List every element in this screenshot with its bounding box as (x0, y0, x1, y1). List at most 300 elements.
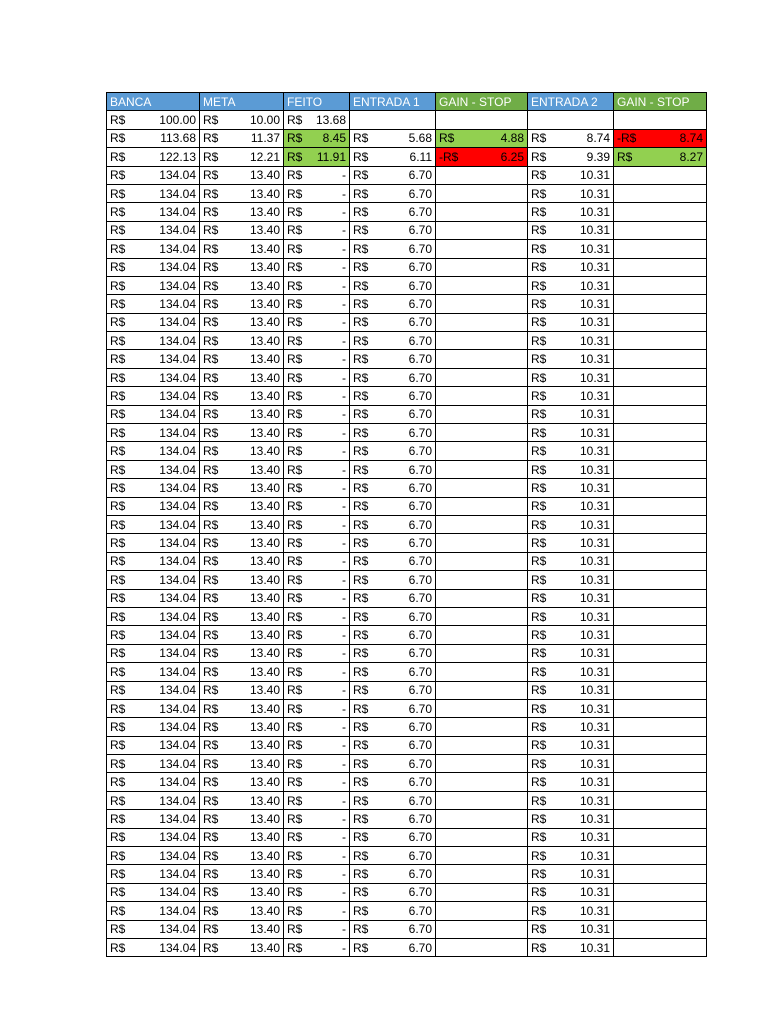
table-cell[interactable] (614, 460, 707, 478)
table-cell[interactable] (107, 240, 200, 258)
table-cell[interactable] (436, 350, 528, 368)
column-header[interactable]: FEITO (284, 93, 350, 111)
table-cell[interactable] (284, 111, 350, 129)
table-cell[interactable] (528, 497, 614, 515)
table-cell[interactable] (614, 552, 707, 570)
table-cell[interactable] (284, 810, 350, 828)
table-cell[interactable] (284, 332, 350, 350)
table-cell[interactable] (200, 718, 284, 736)
table-cell[interactable] (200, 184, 284, 202)
table-cell[interactable] (284, 203, 350, 221)
table-cell[interactable] (107, 350, 200, 368)
table-cell[interactable] (284, 828, 350, 846)
table-cell[interactable] (200, 663, 284, 681)
table-cell[interactable] (107, 332, 200, 350)
table-cell[interactable] (107, 902, 200, 920)
table-cell[interactable] (436, 424, 528, 442)
table-cell[interactable] (350, 810, 436, 828)
table-cell[interactable] (436, 828, 528, 846)
table-cell[interactable] (436, 313, 528, 331)
table-cell[interactable] (528, 828, 614, 846)
table-cell[interactable] (614, 663, 707, 681)
table-cell[interactable] (436, 148, 528, 166)
table-cell[interactable] (107, 313, 200, 331)
table-cell[interactable] (284, 773, 350, 791)
table-cell[interactable] (528, 810, 614, 828)
table-cell[interactable] (528, 681, 614, 699)
table-cell[interactable] (350, 552, 436, 570)
table-cell[interactable] (284, 166, 350, 184)
table-cell[interactable] (107, 681, 200, 699)
table-cell[interactable] (528, 350, 614, 368)
table-cell[interactable] (436, 460, 528, 478)
table-cell[interactable] (200, 810, 284, 828)
table-cell[interactable] (436, 718, 528, 736)
table-cell[interactable] (614, 295, 707, 313)
table-cell[interactable] (436, 810, 528, 828)
table-cell[interactable] (284, 387, 350, 405)
table-cell[interactable] (528, 883, 614, 901)
table-cell[interactable] (436, 552, 528, 570)
table-cell[interactable] (284, 368, 350, 386)
table-cell[interactable] (350, 534, 436, 552)
table-cell[interactable] (350, 773, 436, 791)
table-cell[interactable] (614, 626, 707, 644)
table-cell[interactable] (200, 644, 284, 662)
table-cell[interactable] (107, 865, 200, 883)
table-cell[interactable] (528, 938, 614, 956)
table-cell[interactable] (614, 497, 707, 515)
table-cell[interactable] (528, 387, 614, 405)
table-cell[interactable] (284, 460, 350, 478)
table-cell[interactable] (200, 607, 284, 625)
table-cell[interactable] (350, 865, 436, 883)
table-cell[interactable] (350, 276, 436, 294)
table-cell[interactable] (200, 424, 284, 442)
table-cell[interactable] (200, 221, 284, 239)
table-cell[interactable] (528, 920, 614, 938)
table-cell[interactable] (284, 865, 350, 883)
table-cell[interactable] (528, 276, 614, 294)
table-cell[interactable] (200, 791, 284, 809)
table-cell[interactable] (436, 681, 528, 699)
table-cell[interactable] (200, 258, 284, 276)
table-cell[interactable] (528, 626, 614, 644)
table-cell[interactable] (107, 589, 200, 607)
table-cell[interactable] (350, 497, 436, 515)
table-cell[interactable] (107, 571, 200, 589)
table-cell[interactable] (614, 865, 707, 883)
table-cell[interactable] (436, 773, 528, 791)
table-cell[interactable] (200, 515, 284, 533)
table-cell[interactable] (284, 479, 350, 497)
table-cell[interactable] (614, 313, 707, 331)
table-cell[interactable] (200, 460, 284, 478)
table-cell[interactable] (284, 644, 350, 662)
column-header[interactable]: GAIN - STOP (614, 93, 707, 111)
table-cell[interactable] (200, 626, 284, 644)
table-cell[interactable] (200, 111, 284, 129)
table-cell[interactable] (614, 240, 707, 258)
table-cell[interactable] (528, 460, 614, 478)
table-cell[interactable] (350, 240, 436, 258)
table-cell[interactable] (614, 111, 707, 129)
table-cell[interactable] (200, 920, 284, 938)
table-cell[interactable] (284, 681, 350, 699)
table-cell[interactable] (436, 515, 528, 533)
table-cell[interactable] (107, 644, 200, 662)
table-cell[interactable] (350, 129, 436, 147)
table-cell[interactable] (107, 552, 200, 570)
table-cell[interactable] (350, 718, 436, 736)
column-header[interactable]: BANCA (107, 93, 200, 111)
table-cell[interactable] (200, 883, 284, 901)
table-cell[interactable] (614, 938, 707, 956)
table-cell[interactable] (436, 883, 528, 901)
table-cell[interactable] (284, 497, 350, 515)
table-cell[interactable] (528, 405, 614, 423)
table-cell[interactable] (350, 681, 436, 699)
table-cell[interactable] (200, 681, 284, 699)
table-cell[interactable] (107, 920, 200, 938)
table-cell[interactable] (436, 184, 528, 202)
table-cell[interactable] (614, 847, 707, 865)
table-cell[interactable] (200, 497, 284, 515)
table-cell[interactable] (614, 203, 707, 221)
table-cell[interactable] (350, 736, 436, 754)
table-cell[interactable] (107, 755, 200, 773)
table-cell[interactable] (350, 479, 436, 497)
table-cell[interactable] (107, 883, 200, 901)
table-cell[interactable] (350, 313, 436, 331)
table-cell[interactable] (436, 644, 528, 662)
table-cell[interactable] (528, 515, 614, 533)
table-cell[interactable] (200, 699, 284, 717)
table-cell[interactable] (614, 387, 707, 405)
table-cell[interactable] (614, 534, 707, 552)
column-header[interactable]: META (200, 93, 284, 111)
column-header[interactable]: ENTRADA 1 (350, 93, 436, 111)
table-cell[interactable] (107, 111, 200, 129)
table-cell[interactable] (436, 607, 528, 625)
table-cell[interactable] (200, 828, 284, 846)
table-cell[interactable] (436, 699, 528, 717)
table-cell[interactable] (528, 718, 614, 736)
table-cell[interactable] (614, 699, 707, 717)
table-cell[interactable] (107, 184, 200, 202)
table-cell[interactable] (436, 276, 528, 294)
table-cell[interactable] (284, 515, 350, 533)
table-cell[interactable] (284, 258, 350, 276)
table-cell[interactable] (200, 148, 284, 166)
table-cell[interactable] (350, 626, 436, 644)
table-cell[interactable] (614, 258, 707, 276)
table-cell[interactable] (436, 221, 528, 239)
table-cell[interactable] (528, 129, 614, 147)
table-cell[interactable] (284, 718, 350, 736)
table-cell[interactable] (436, 847, 528, 865)
table-cell[interactable] (614, 479, 707, 497)
table-cell[interactable] (284, 221, 350, 239)
table-cell[interactable] (436, 920, 528, 938)
table-cell[interactable] (528, 644, 614, 662)
table-cell[interactable] (436, 571, 528, 589)
table-cell[interactable] (528, 184, 614, 202)
table-cell[interactable] (528, 148, 614, 166)
table-cell[interactable] (284, 699, 350, 717)
table-cell[interactable] (200, 387, 284, 405)
table-cell[interactable] (436, 663, 528, 681)
table-cell[interactable] (614, 883, 707, 901)
table-cell[interactable] (350, 203, 436, 221)
table-cell[interactable] (284, 240, 350, 258)
table-cell[interactable] (350, 295, 436, 313)
table-cell[interactable] (107, 736, 200, 754)
table-cell[interactable] (107, 847, 200, 865)
table-cell[interactable] (436, 240, 528, 258)
table-cell[interactable] (350, 589, 436, 607)
table-cell[interactable] (350, 571, 436, 589)
table-cell[interactable] (200, 571, 284, 589)
table-cell[interactable] (200, 368, 284, 386)
table-cell[interactable] (350, 111, 436, 129)
table-cell[interactable] (350, 755, 436, 773)
table-cell[interactable] (107, 442, 200, 460)
table-cell[interactable] (200, 736, 284, 754)
table-cell[interactable] (614, 773, 707, 791)
table-cell[interactable] (436, 295, 528, 313)
table-cell[interactable] (107, 387, 200, 405)
table-cell[interactable] (614, 902, 707, 920)
table-cell[interactable] (350, 387, 436, 405)
table-cell[interactable] (107, 515, 200, 533)
table-cell[interactable] (284, 313, 350, 331)
table-cell[interactable] (200, 773, 284, 791)
table-cell[interactable] (200, 755, 284, 773)
table-cell[interactable] (350, 644, 436, 662)
table-cell[interactable] (614, 221, 707, 239)
table-cell[interactable] (200, 350, 284, 368)
table-cell[interactable] (436, 368, 528, 386)
table-cell[interactable] (528, 221, 614, 239)
table-cell[interactable] (350, 442, 436, 460)
table-cell[interactable] (436, 938, 528, 956)
table-cell[interactable] (350, 424, 436, 442)
table-cell[interactable] (200, 129, 284, 147)
table-cell[interactable] (528, 534, 614, 552)
table-cell[interactable] (107, 773, 200, 791)
table-cell[interactable] (284, 424, 350, 442)
table-cell[interactable] (528, 607, 614, 625)
table-cell[interactable] (284, 571, 350, 589)
table-cell[interactable] (200, 295, 284, 313)
table-cell[interactable] (528, 571, 614, 589)
table-cell[interactable] (350, 350, 436, 368)
table-cell[interactable] (436, 442, 528, 460)
table-cell[interactable] (200, 240, 284, 258)
table-cell[interactable] (528, 240, 614, 258)
table-cell[interactable] (350, 221, 436, 239)
table-cell[interactable] (436, 387, 528, 405)
table-cell[interactable] (350, 184, 436, 202)
table-cell[interactable] (200, 405, 284, 423)
table-cell[interactable] (200, 552, 284, 570)
table-cell[interactable] (200, 479, 284, 497)
table-cell[interactable] (350, 828, 436, 846)
table-cell[interactable] (350, 166, 436, 184)
table-cell[interactable] (107, 221, 200, 239)
table-cell[interactable] (107, 534, 200, 552)
table-cell[interactable] (436, 166, 528, 184)
table-cell[interactable] (350, 368, 436, 386)
table-cell[interactable] (350, 847, 436, 865)
table-cell[interactable] (350, 332, 436, 350)
table-cell[interactable] (614, 166, 707, 184)
table-cell[interactable] (614, 718, 707, 736)
table-cell[interactable] (107, 699, 200, 717)
column-header[interactable]: GAIN - STOP (436, 93, 528, 111)
table-cell[interactable] (107, 497, 200, 515)
table-cell[interactable] (107, 166, 200, 184)
table-cell[interactable] (350, 883, 436, 901)
table-cell[interactable] (528, 773, 614, 791)
table-cell[interactable] (107, 258, 200, 276)
table-cell[interactable] (614, 681, 707, 699)
table-cell[interactable] (528, 699, 614, 717)
table-cell[interactable] (528, 203, 614, 221)
table-cell[interactable] (284, 534, 350, 552)
table-cell[interactable] (284, 938, 350, 956)
table-cell[interactable] (528, 736, 614, 754)
table-cell[interactable] (436, 589, 528, 607)
table-cell[interactable] (436, 479, 528, 497)
table-cell[interactable] (200, 442, 284, 460)
table-cell[interactable] (107, 424, 200, 442)
table-cell[interactable] (200, 313, 284, 331)
table-cell[interactable] (528, 111, 614, 129)
table-cell[interactable] (284, 129, 350, 147)
table-cell[interactable] (528, 791, 614, 809)
table-cell[interactable] (350, 405, 436, 423)
table-cell[interactable] (350, 258, 436, 276)
table-cell[interactable] (614, 515, 707, 533)
table-cell[interactable] (284, 295, 350, 313)
table-cell[interactable] (350, 607, 436, 625)
table-cell[interactable] (436, 203, 528, 221)
table-cell[interactable] (614, 589, 707, 607)
table-cell[interactable] (614, 571, 707, 589)
table-cell[interactable] (614, 736, 707, 754)
table-cell[interactable] (528, 332, 614, 350)
table-cell[interactable] (107, 607, 200, 625)
table-cell[interactable] (528, 166, 614, 184)
table-cell[interactable] (614, 828, 707, 846)
table-cell[interactable] (614, 405, 707, 423)
table-cell[interactable] (614, 755, 707, 773)
table-cell[interactable] (284, 184, 350, 202)
table-cell[interactable] (200, 902, 284, 920)
table-cell[interactable] (284, 791, 350, 809)
table-cell[interactable] (200, 276, 284, 294)
table-cell[interactable] (614, 148, 707, 166)
table-cell[interactable] (350, 515, 436, 533)
table-cell[interactable] (614, 644, 707, 662)
table-cell[interactable] (284, 755, 350, 773)
table-cell[interactable] (200, 332, 284, 350)
table-cell[interactable] (528, 847, 614, 865)
table-cell[interactable] (614, 810, 707, 828)
table-cell[interactable] (436, 497, 528, 515)
table-cell[interactable] (614, 424, 707, 442)
table-cell[interactable] (107, 663, 200, 681)
table-cell[interactable] (528, 258, 614, 276)
table-cell[interactable] (284, 736, 350, 754)
table-cell[interactable] (436, 755, 528, 773)
table-cell[interactable] (284, 920, 350, 938)
table-cell[interactable] (107, 129, 200, 147)
table-cell[interactable] (436, 791, 528, 809)
table-cell[interactable] (528, 663, 614, 681)
table-cell[interactable] (284, 902, 350, 920)
table-cell[interactable] (107, 405, 200, 423)
table-cell[interactable] (284, 350, 350, 368)
table-cell[interactable] (614, 920, 707, 938)
table-cell[interactable] (528, 313, 614, 331)
table-cell[interactable] (528, 589, 614, 607)
table-cell[interactable] (436, 129, 528, 147)
table-cell[interactable] (614, 276, 707, 294)
table-cell[interactable] (528, 442, 614, 460)
table-cell[interactable] (436, 258, 528, 276)
table-cell[interactable] (350, 938, 436, 956)
table-cell[interactable] (436, 865, 528, 883)
table-cell[interactable] (284, 607, 350, 625)
table-cell[interactable] (107, 828, 200, 846)
table-cell[interactable] (284, 442, 350, 460)
table-cell[interactable] (284, 883, 350, 901)
table-cell[interactable] (614, 442, 707, 460)
table-cell[interactable] (284, 626, 350, 644)
table-cell[interactable] (350, 460, 436, 478)
table-cell[interactable] (284, 552, 350, 570)
table-cell[interactable] (528, 902, 614, 920)
table-cell[interactable] (200, 534, 284, 552)
table-cell[interactable] (107, 718, 200, 736)
table-cell[interactable] (436, 534, 528, 552)
table-cell[interactable] (614, 368, 707, 386)
table-cell[interactable] (528, 424, 614, 442)
table-cell[interactable] (284, 148, 350, 166)
table-cell[interactable] (614, 332, 707, 350)
table-cell[interactable] (107, 810, 200, 828)
table-cell[interactable] (200, 938, 284, 956)
table-cell[interactable] (528, 368, 614, 386)
table-cell[interactable] (350, 699, 436, 717)
table-cell[interactable] (107, 295, 200, 313)
table-cell[interactable] (284, 405, 350, 423)
table-cell[interactable] (107, 938, 200, 956)
table-cell[interactable] (200, 166, 284, 184)
table-cell[interactable] (350, 902, 436, 920)
table-cell[interactable] (284, 276, 350, 294)
table-cell[interactable] (528, 479, 614, 497)
table-cell[interactable] (614, 791, 707, 809)
table-cell[interactable] (200, 865, 284, 883)
table-cell[interactable] (436, 902, 528, 920)
table-cell[interactable] (350, 148, 436, 166)
table-cell[interactable] (107, 626, 200, 644)
table-cell[interactable] (436, 626, 528, 644)
